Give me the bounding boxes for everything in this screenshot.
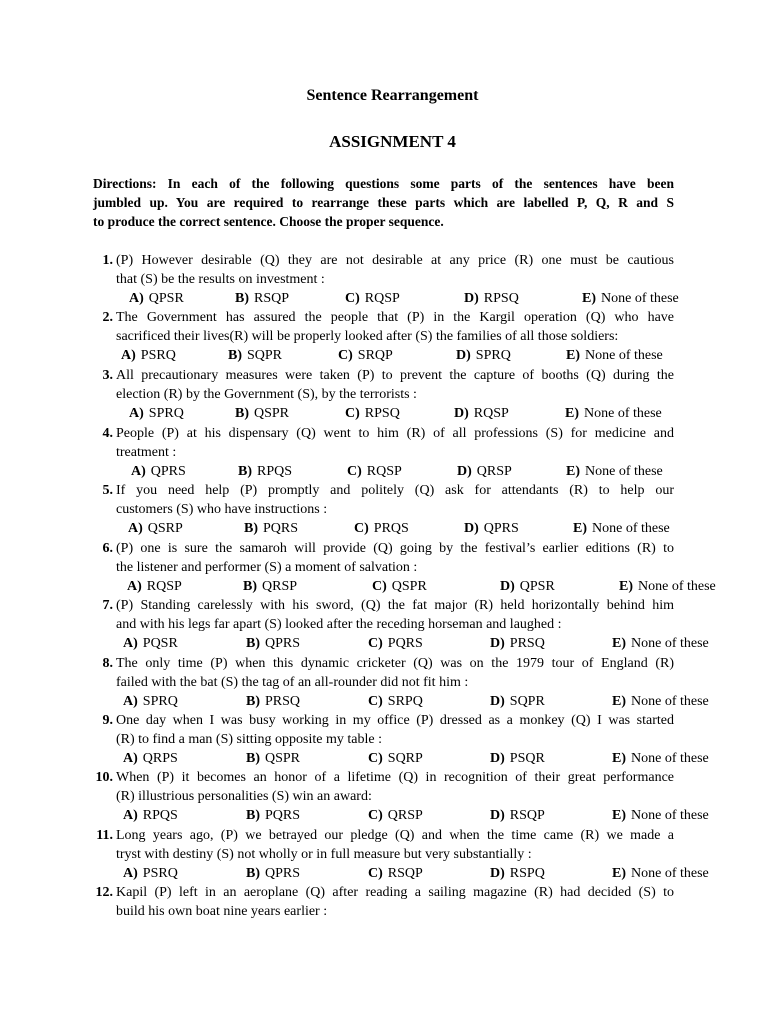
option-text: RSQP	[387, 866, 423, 881]
question-number: 9.	[102, 713, 113, 728]
option-text: PQRS	[263, 521, 299, 536]
answer-option	[345, 404, 400, 423]
option-text: SQRP	[387, 751, 423, 766]
option-letter: C)	[338, 348, 353, 363]
question-text-line: failed with the bat (S) the tag of an all-rounder did not fit him :	[116, 675, 469, 690]
option-letter: C)	[368, 636, 383, 651]
answer-option	[235, 289, 289, 308]
answer-option	[490, 806, 545, 825]
question-text-line: (R) illustrious personalities (S) win an award:	[116, 789, 372, 804]
question-text-line: build his own boat nine years earlier :	[116, 904, 328, 919]
question-number: 11.	[96, 828, 113, 843]
option-letter: E)	[612, 808, 626, 823]
answer-option	[129, 289, 184, 308]
answer-option	[123, 806, 178, 825]
option-text: None of these	[585, 348, 663, 363]
answer-option	[246, 864, 300, 883]
answer-option	[566, 462, 663, 481]
option-letter: D)	[457, 464, 472, 479]
answer-option	[500, 577, 555, 596]
option-text: RSPQ	[509, 866, 545, 881]
answer-option	[612, 749, 709, 768]
answer-option	[345, 289, 400, 308]
answer-option	[457, 462, 512, 481]
answer-option	[368, 806, 423, 825]
question-text-line: (R) to find a man (S) sitting opposite my table :	[116, 732, 382, 747]
option-text: RQSP	[364, 291, 400, 306]
option-text: SQPR	[247, 348, 283, 363]
option-letter: E)	[566, 464, 580, 479]
option-letter: E)	[612, 751, 626, 766]
answer-option	[368, 864, 423, 883]
option-letter: E)	[573, 521, 587, 536]
question-text-line: People (P) at his dispensary (Q) went to him (R) of all professions (S) for medicine and	[116, 426, 674, 441]
option-letter: D)	[490, 808, 505, 823]
option-text: QRPS	[142, 751, 178, 766]
option-letter: C)	[354, 521, 369, 536]
document-title: Sentence Rearrangement	[306, 87, 479, 104]
option-letter: D)	[490, 694, 505, 709]
option-text: None of these	[638, 579, 716, 594]
question-number: 12.	[95, 885, 113, 900]
answer-option	[464, 519, 519, 538]
option-text: RQSP	[146, 579, 182, 594]
option-letter: E)	[612, 866, 626, 881]
option-text: PSRQ	[140, 348, 176, 363]
answer-option	[244, 519, 298, 538]
answer-option	[235, 404, 289, 423]
option-letter: D)	[456, 348, 471, 363]
option-text: RSQP	[509, 808, 545, 823]
directions-line: to produce the correct sentence. Choose the proper sequence.	[93, 214, 444, 229]
answer-option	[456, 346, 511, 365]
answer-option	[121, 346, 176, 365]
answer-option	[123, 749, 178, 768]
option-letter: A)	[128, 521, 143, 536]
answer-option	[123, 634, 178, 653]
question-text-line: One day when I was busy working in my office (P) dressed as a monkey (Q) I was started	[116, 713, 674, 728]
option-text: QPSR	[148, 291, 184, 306]
option-letter: A)	[123, 751, 138, 766]
question-text-line: sacrificed their lives(R) will be properly looked after (S) the families of all those soldiers:	[116, 329, 619, 344]
option-letter: D)	[464, 291, 479, 306]
option-text: RPQS	[257, 464, 293, 479]
option-text: QSPR	[254, 406, 290, 421]
option-letter: E)	[612, 694, 626, 709]
option-text: PSQR	[509, 751, 545, 766]
assignment-heading: ASSIGNMENT 4	[329, 132, 456, 151]
option-text: QPRS	[150, 464, 186, 479]
option-text: None of these	[631, 694, 709, 709]
option-letter: C)	[347, 464, 362, 479]
option-letter: A)	[123, 808, 138, 823]
option-letter: C)	[372, 579, 387, 594]
option-letter: A)	[123, 636, 138, 651]
option-letter: B)	[246, 808, 260, 823]
answer-option	[582, 289, 679, 308]
question-number: 6.	[102, 541, 113, 556]
answer-option	[246, 692, 300, 711]
answer-option	[129, 404, 184, 423]
option-text: PRSQ	[509, 636, 545, 651]
option-text: SRPQ	[387, 694, 423, 709]
question-text-line: All precautionary measures were taken (P) to prevent the capture of booths (Q) during the	[116, 368, 674, 383]
question-text-line: When (P) it becomes an honor of a lifetime (Q) in recognition of their great performance	[116, 770, 674, 785]
option-text: QPRS	[265, 636, 301, 651]
question-text-line: tryst with destiny (S) not wholly or in full measure but very substantially :	[116, 847, 532, 862]
option-letter: C)	[368, 751, 383, 766]
option-text: RQSP	[473, 406, 509, 421]
answer-option	[354, 519, 409, 538]
option-letter: B)	[246, 751, 260, 766]
answer-option	[123, 864, 178, 883]
option-text: QPRS	[265, 866, 301, 881]
option-text: SRQP	[357, 348, 393, 363]
answer-option	[454, 404, 509, 423]
option-text: None of these	[631, 751, 709, 766]
question-text-line: The only time (P) when this dynamic cricketer (Q) was on the 1979 tour of England (R)	[116, 656, 674, 671]
question-number: 4.	[102, 426, 113, 441]
option-letter: A)	[131, 464, 146, 479]
answer-option	[573, 519, 670, 538]
option-letter: C)	[368, 866, 383, 881]
question-text-line: election (R) by the Government (S), by the terrorists :	[116, 387, 417, 402]
answer-option	[243, 577, 297, 596]
option-letter: D)	[454, 406, 469, 421]
option-text: SPRQ	[475, 348, 511, 363]
option-letter: A)	[129, 291, 144, 306]
answer-option	[246, 806, 300, 825]
option-letter: E)	[565, 406, 579, 421]
option-letter: C)	[345, 406, 360, 421]
option-letter: D)	[500, 579, 515, 594]
answer-option	[228, 346, 282, 365]
option-text: QSRP	[147, 521, 183, 536]
answer-option	[368, 634, 423, 653]
option-text: None of these	[631, 808, 709, 823]
answer-option	[238, 462, 292, 481]
option-text: PQRS	[387, 636, 423, 651]
question-number: 8.	[102, 656, 113, 671]
option-letter: B)	[246, 694, 260, 709]
answer-option	[490, 692, 545, 711]
question-number: 3.	[102, 368, 113, 383]
directions-line: jumbled up. You are required to rearrange these parts which are labelled P, Q, R and S	[93, 195, 674, 210]
directions-line: Directions: In each of the following questions some parts of the sentences have been	[93, 176, 674, 191]
question-text-line: (P) However desirable (Q) they are not desirable at any price (R) one must be cautious	[116, 253, 674, 268]
option-text: PQRS	[265, 808, 301, 823]
option-text: PSRQ	[142, 866, 178, 881]
option-letter: C)	[345, 291, 360, 306]
answer-option	[246, 749, 300, 768]
option-letter: A)	[129, 406, 144, 421]
answer-option	[612, 634, 709, 653]
answer-option	[566, 346, 663, 365]
answer-option	[612, 864, 709, 883]
option-letter: E)	[566, 348, 580, 363]
answer-option	[490, 634, 545, 653]
option-letter: E)	[582, 291, 596, 306]
option-text: QRSP	[476, 464, 512, 479]
option-text: RSQP	[254, 291, 290, 306]
option-letter: B)	[228, 348, 242, 363]
option-letter: E)	[619, 579, 633, 594]
question-text-line: Kapil (P) left in an aeroplane (Q) after reading a sailing magazine (R) had decided (S) to	[116, 885, 674, 900]
question-text-line: The Government has assured the people that (P) in the Kargil operation (Q) who have	[116, 310, 674, 325]
option-letter: B)	[244, 521, 258, 536]
question-text-line: Long years ago, (P) we betrayed our pledge (Q) and when the time came (R) we made a	[116, 828, 674, 843]
option-letter: A)	[121, 348, 136, 363]
option-text: QPSR	[519, 579, 555, 594]
answer-option	[490, 749, 545, 768]
option-letter: A)	[127, 579, 142, 594]
question-text-line: customers (S) who have instructions :	[116, 502, 328, 517]
option-letter: E)	[612, 636, 626, 651]
option-text: RPSQ	[483, 291, 519, 306]
option-text: PQSR	[142, 636, 178, 651]
question-number: 10.	[95, 770, 113, 785]
option-letter: C)	[368, 694, 383, 709]
option-text: SPRQ	[148, 406, 184, 421]
option-letter: B)	[246, 866, 260, 881]
option-text: None of these	[592, 521, 670, 536]
option-text: QPRS	[483, 521, 519, 536]
option-text: None of these	[631, 636, 709, 651]
answer-option	[612, 692, 709, 711]
option-letter: D)	[490, 866, 505, 881]
answer-option	[347, 462, 402, 481]
answer-option	[368, 692, 423, 711]
answer-option	[128, 519, 183, 538]
option-letter: B)	[235, 291, 249, 306]
answer-option	[131, 462, 186, 481]
question-text-line: If you need help (P) promptly and politely (Q) ask for attendants (R) to help our	[116, 483, 674, 498]
answer-option	[619, 577, 716, 596]
answer-option	[612, 806, 709, 825]
option-letter: A)	[123, 866, 138, 881]
question-text-line: and with his legs far apart (S) looked after the receding horseman and laughed :	[116, 617, 562, 632]
option-text: SPRQ	[142, 694, 178, 709]
question-number: 1.	[102, 253, 113, 268]
question-text-line: (P) Standing carelessly with his sword, (Q) the fat major (R) held horizontally behind him	[116, 598, 674, 613]
option-letter: B)	[235, 406, 249, 421]
answer-option	[338, 346, 393, 365]
option-letter: D)	[464, 521, 479, 536]
option-text: None of these	[585, 464, 663, 479]
option-text: QSPR	[265, 751, 301, 766]
option-text: PRQS	[373, 521, 409, 536]
option-text: None of these	[631, 866, 709, 881]
answer-option	[246, 634, 300, 653]
question-number: 2.	[102, 310, 113, 325]
answer-option	[127, 577, 182, 596]
option-letter: B)	[238, 464, 252, 479]
option-text: QSPR	[391, 579, 427, 594]
question-number: 7.	[102, 598, 113, 613]
option-text: QRSP	[262, 579, 298, 594]
option-letter: D)	[490, 636, 505, 651]
option-letter: D)	[490, 751, 505, 766]
option-text: QRSP	[387, 808, 423, 823]
option-letter: A)	[123, 694, 138, 709]
question-text-line: that (S) be the results on investment :	[116, 272, 325, 287]
question-text-line: (P) one is sure the samaroh will provide (Q) going by the festival’s earlier editions (R) to	[116, 541, 674, 556]
option-letter: B)	[243, 579, 257, 594]
answer-option	[464, 289, 519, 308]
answer-option	[372, 577, 427, 596]
question-text-line: treatment :	[116, 445, 177, 460]
option-text: None of these	[584, 406, 662, 421]
answer-option	[565, 404, 662, 423]
question-text-line: the listener and performer (S) a moment of salvation :	[116, 560, 418, 575]
option-text: SQPR	[509, 694, 545, 709]
answer-option	[368, 749, 423, 768]
option-text: PRSQ	[265, 694, 301, 709]
question-number: 5.	[102, 483, 113, 498]
option-text: RQSP	[366, 464, 402, 479]
option-text: None of these	[601, 291, 679, 306]
option-letter: C)	[368, 808, 383, 823]
answer-option	[490, 864, 545, 883]
option-text: RPSQ	[364, 406, 400, 421]
option-text: RPQS	[142, 808, 178, 823]
option-letter: B)	[246, 636, 260, 651]
answer-option	[123, 692, 178, 711]
